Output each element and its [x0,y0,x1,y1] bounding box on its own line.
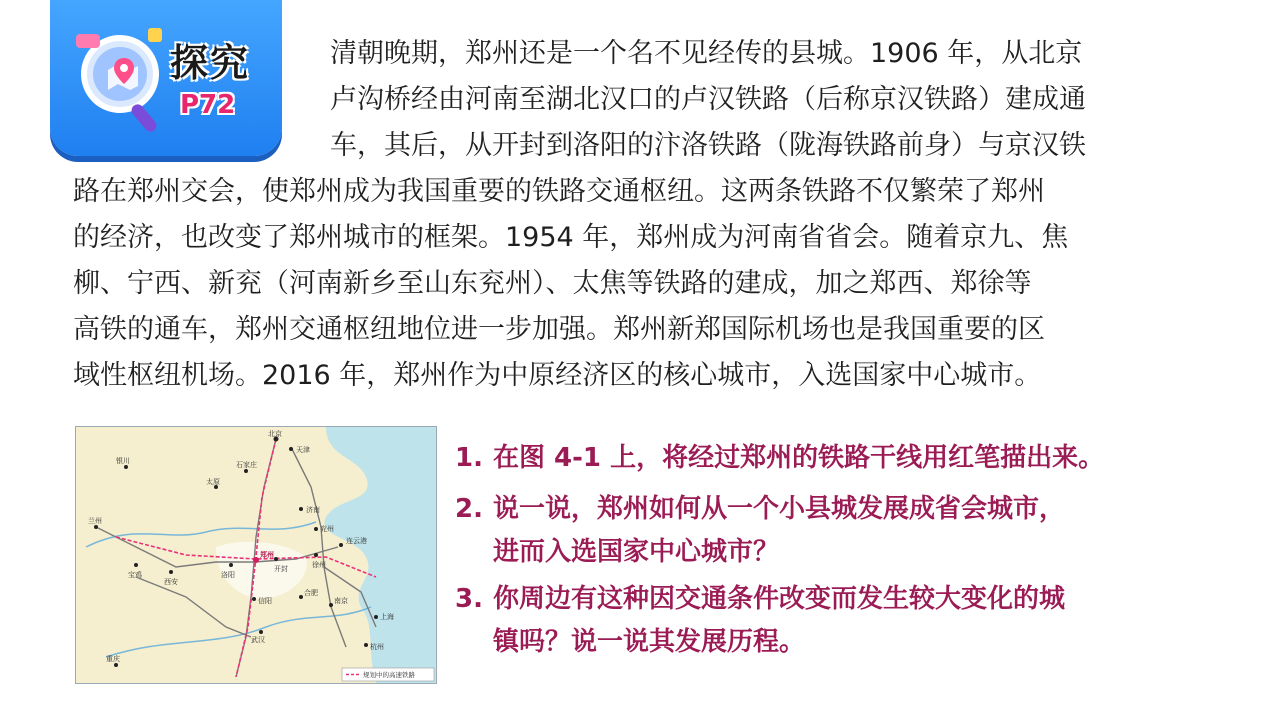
paragraph-line: 路在郑州交会，使郑州成为我国重要的铁路交通枢纽。这两条铁路不仅繁荣了郑州 [73,176,1045,207]
paragraph-line: 域性枢纽机场。2016 年，郑州作为中原经济区的核心城市，入选国家中心城市。 [73,360,1042,391]
question-number: 2. [455,494,483,524]
railway-map [76,427,436,683]
city-label: 济南 [306,506,320,514]
city-dot [374,615,378,619]
city-label: 银川 [116,457,130,465]
question-number: 1. [455,443,483,473]
city-dot [169,570,173,574]
city-label: 洛阳 [221,571,235,579]
city-dot [252,597,256,601]
badge-title: 探究 [170,41,251,85]
paragraph-line: 清朝晚期，郑州还是一个名不见经传的县城。1906 年，从北京 [330,38,1083,69]
question-2 [455,488,1065,574]
explore-badge [50,0,282,156]
city-label: 开封 [274,565,288,573]
paragraph-line: 柳、宁西、新兖（河南新乡至山东兖州）、太焦等铁路的建成，加之郑西、郑徐等 [73,268,1032,299]
city-label: 北京 [268,430,282,438]
city-dot [329,603,333,607]
paragraph-line: 的经济，也改变了郑州城市的框架。1954 年，郑州成为河南省省会。随着京九、焦 [73,222,1069,253]
badge-page-number: P72 [180,90,236,120]
city-label: 宝鸡 [128,571,142,579]
question-text: 进而入选国家中心城市？ [493,537,780,567]
city-dot [114,663,118,667]
question-text: 说一说，郑州如何从一个小县城发展成省会城市， [493,494,1066,524]
city-dot-zhengzhou [253,557,259,563]
paragraph-line: 高铁的通车，郑州交通枢纽地位进一步加强。郑州新郑国际机场也是我国重要的区 [73,314,1045,345]
city-dot [314,527,318,531]
city-label: 重庆 [106,655,120,663]
city-dot [274,557,278,561]
question-text: 在图 4-1 上，将经过郑州的铁路干线用红笔描出来。 [493,443,1105,473]
city-label: 上海 [380,613,394,621]
paragraph-body [73,169,1068,399]
city-label-zhengzhou: 郑州 [260,551,274,559]
city-label: 天津 [296,446,310,454]
city-label: 徐州 [312,561,326,569]
city-label: 连云港 [346,537,367,545]
city-label: 兖州 [320,525,334,533]
city-label: 石家庄 [236,461,257,469]
city-dot [289,447,293,451]
city-dot [94,525,98,529]
railway-map-figure [75,426,437,684]
city-dot [299,507,303,511]
city-dot [229,563,233,567]
city-label: 太原 [206,478,220,486]
city-dot [339,543,343,547]
paragraph-line: 卢沟桥经由河南至湖北汉口的卢汉铁路（后称京汉铁路）建成通 [330,84,1086,115]
question-text: 镇吗？说一说其发展历程。 [493,627,806,657]
question-text: 你周边有这种因交通条件改变而发生较大变化的城 [493,584,1066,614]
city-label: 西安 [164,578,178,586]
legend-label: 规划中的高速铁路 [363,671,415,679]
paragraph-intro [330,31,1086,169]
city-label: 信阳 [258,597,272,605]
city-dot [299,595,303,599]
city-label: 南京 [334,597,348,605]
city-label: 兰州 [88,517,102,525]
map-magnifier-icon [68,22,178,142]
city-label: 合肥 [304,589,318,597]
city-dot [364,643,368,647]
question-1 [455,437,1104,480]
city-label: 杭州 [370,643,384,651]
city-label: 武汉 [251,636,265,644]
paragraph-line: 车，其后，从开封到洛阳的汴洛铁路（陇海铁路前身）与京汉铁 [330,130,1086,161]
city-dot [134,563,138,567]
question-3 [455,578,1065,664]
city-dot [259,630,263,634]
city-dot [244,469,248,473]
city-dot [124,465,128,469]
question-number: 3. [455,584,483,614]
city-dot [314,553,318,557]
